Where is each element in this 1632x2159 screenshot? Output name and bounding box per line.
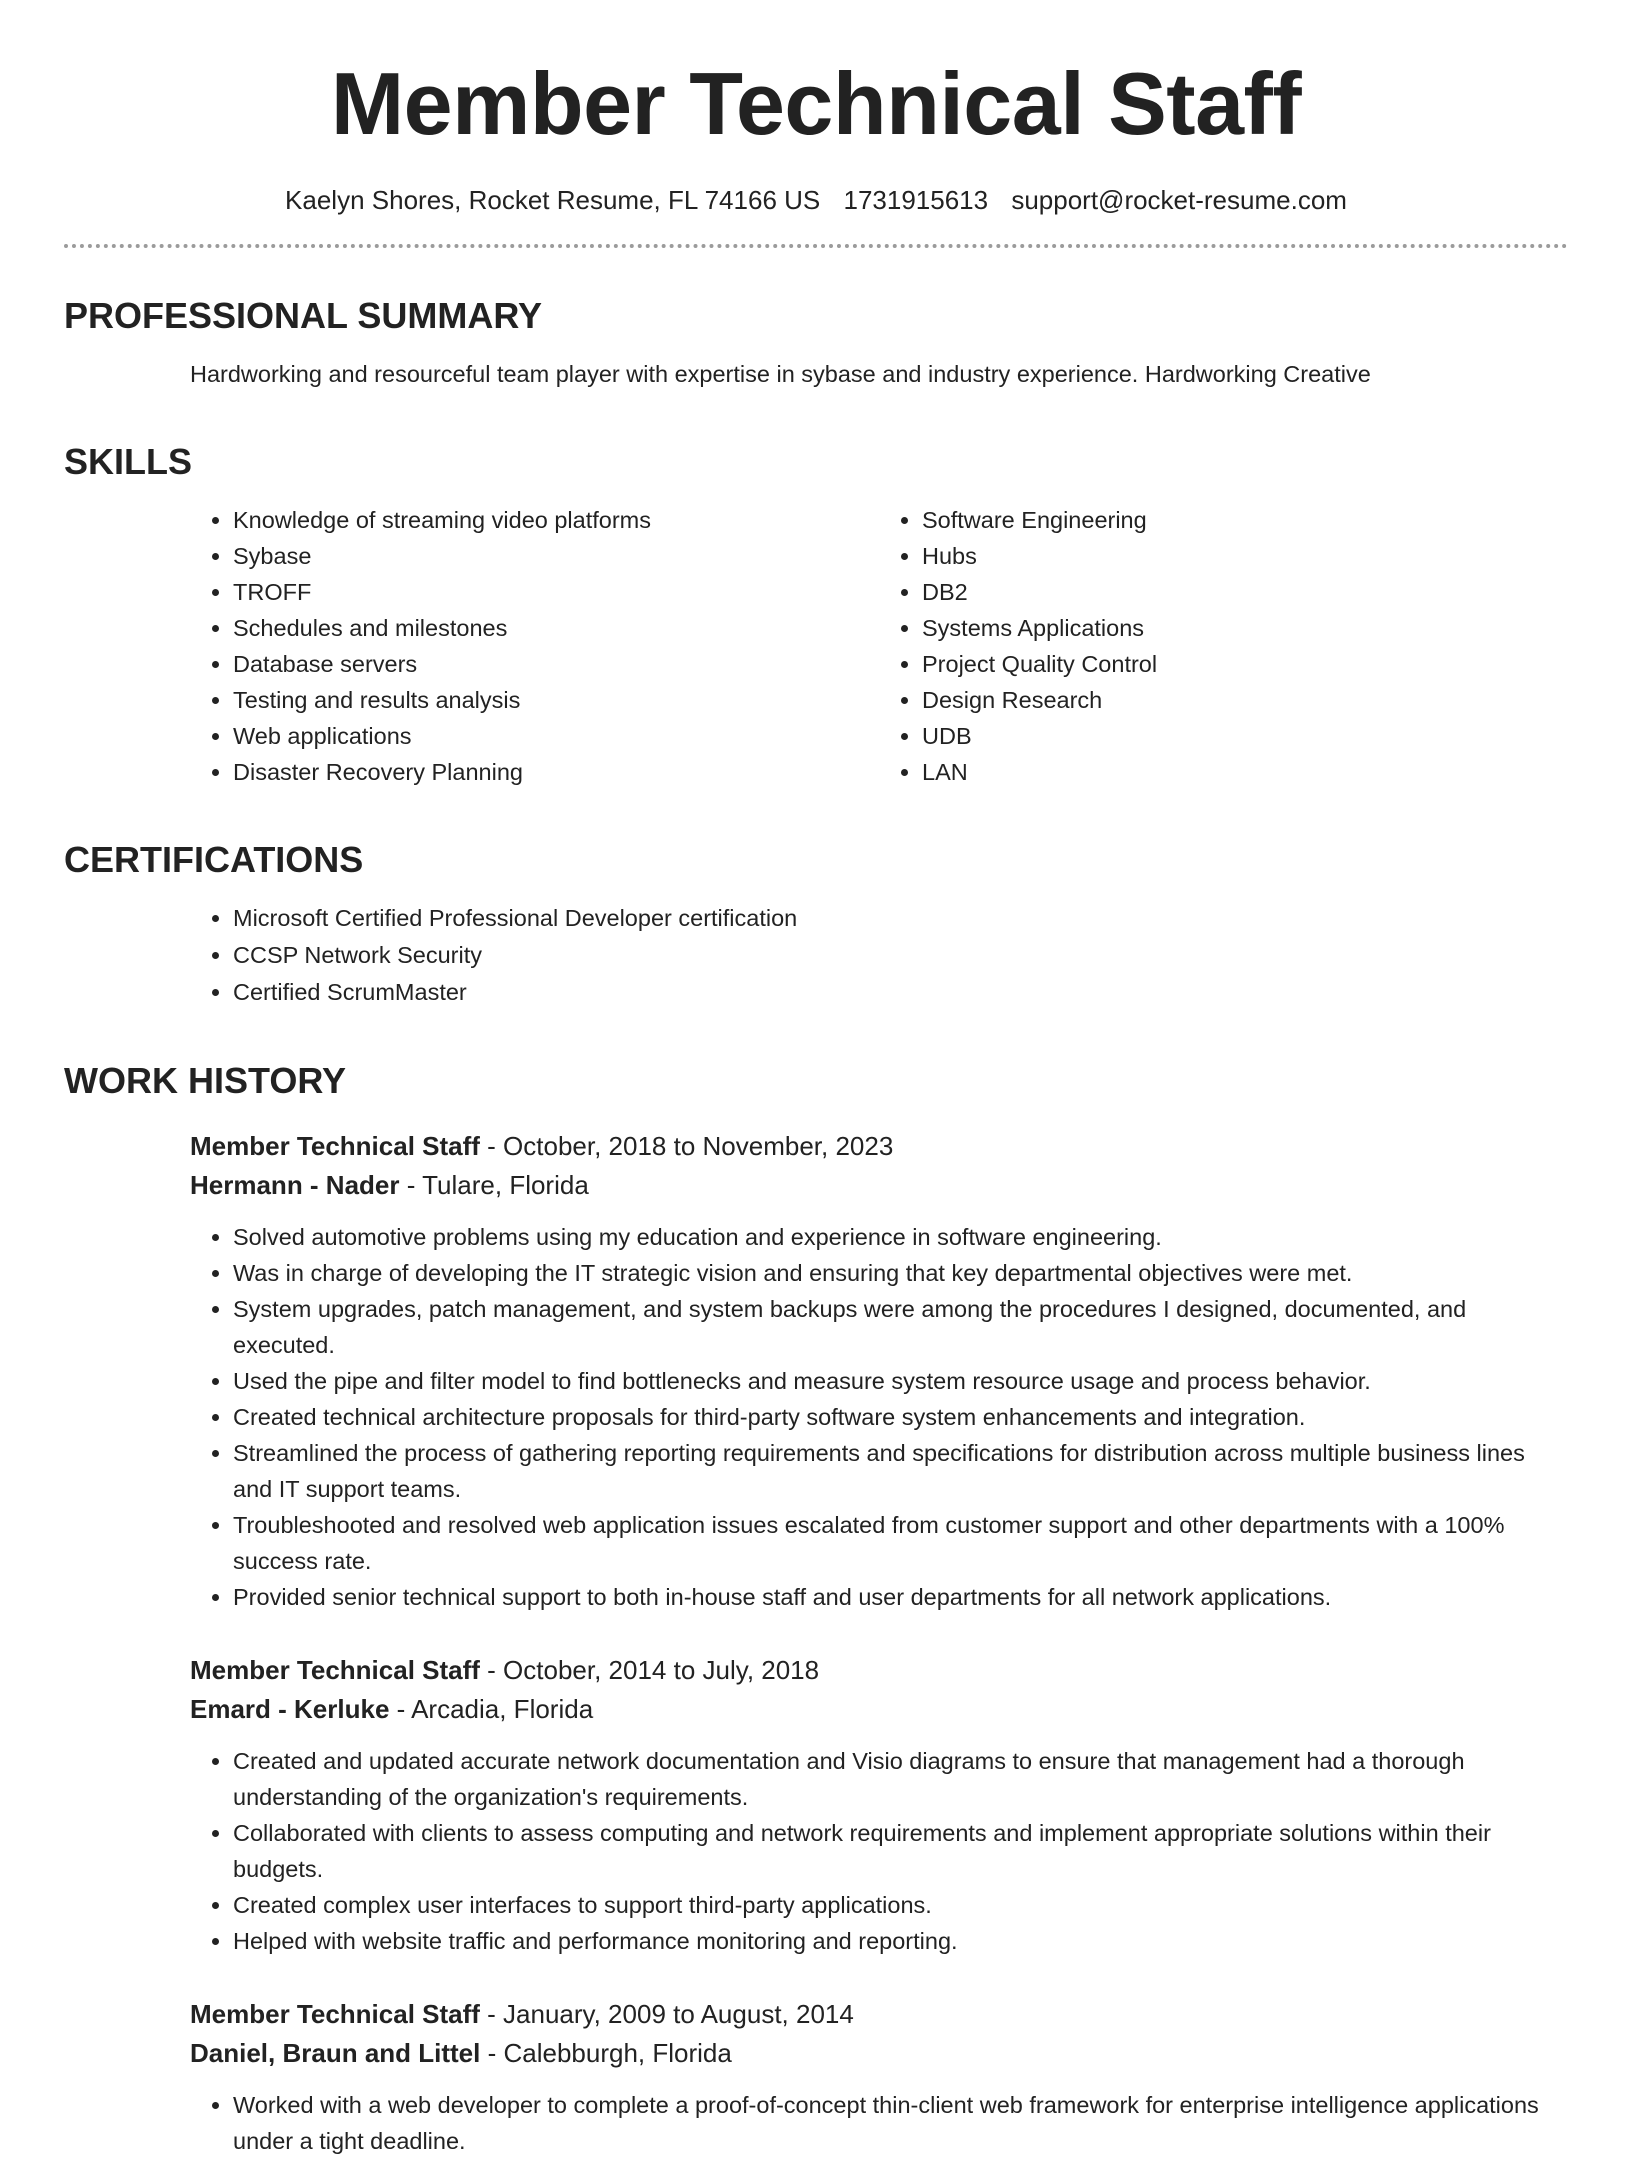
job-bullet: • Streamlined the process of gathering reporting requirements and specifications for distribution across multiple business lines and IT support teams.: [233, 1435, 1568, 1507]
job-bullet-list: [190, 1219, 1568, 1615]
skill-item: • Sybase: [233, 538, 879, 574]
work-history-section: [64, 1059, 1568, 2159]
header-divider: [64, 244, 1568, 248]
job-title-line: [190, 1651, 1568, 1690]
job-company: Hermann - Nader: [190, 1170, 400, 1200]
job-location: - Arcadia, Florida: [389, 1694, 594, 1724]
certifications-list: [190, 900, 1568, 1011]
job-bullet-list: [190, 2087, 1568, 2159]
job-title-line: [190, 1995, 1568, 2034]
summary-section: [64, 294, 1568, 392]
skill-item: • Software Engineering: [922, 502, 1568, 538]
certifications-heading: CERTIFICATIONS: [64, 839, 364, 880]
job-bullet: • Solved automotive problems using my education and experience in software engineering.: [233, 1219, 1568, 1255]
certifications-section: [64, 838, 1568, 1011]
job-bullet: • Created technical architecture proposals for third-party software system enhancements and integration.: [233, 1399, 1568, 1435]
skill-item: • Database servers: [233, 646, 879, 682]
skill-item: • LAN: [922, 754, 1568, 790]
contact-phone: 1731915613: [843, 185, 989, 215]
candidate-name: Member Technical Staff: [330, 54, 1302, 153]
job-bullet: • Used the pipe and filter model to find bottlenecks and measure system resource usage and process behavior.: [233, 1363, 1568, 1399]
job-dates: - January, 2009 to August, 2014: [479, 1999, 854, 2029]
skill-item: • Hubs: [922, 538, 1568, 574]
skills-list-right: [879, 502, 1568, 790]
contact-line: [64, 182, 1568, 218]
job-title-line: [190, 1127, 1568, 1166]
work-history-body: [64, 1127, 1568, 2159]
job-company-line: [190, 1690, 1568, 1729]
skill-item: • Project Quality Control: [922, 646, 1568, 682]
skill-item: • Schedules and milestones: [233, 610, 879, 646]
job-entry: [190, 1995, 1568, 2159]
job-location: - Calebburgh, Florida: [480, 2038, 732, 2068]
job-company-line: [190, 2034, 1568, 2073]
skill-item: • Disaster Recovery Planning: [233, 754, 879, 790]
job-bullet-list: [190, 1743, 1568, 1959]
skill-item: • Design Research: [922, 682, 1568, 718]
skills-list-left: [190, 502, 879, 790]
skill-item: • Web applications: [233, 718, 879, 754]
job-bullet: • System upgrades, patch management, and system backups were among the procedures I designed, documented, and executed.: [233, 1291, 1568, 1363]
job-bullet: • Created and updated accurate network documentation and Visio diagrams to ensure that management had a thorough understanding of the organization's requirements.: [233, 1743, 1568, 1815]
job-company: Emard - Kerluke: [190, 1694, 390, 1724]
job-bullet: • Worked with a web developer to complete a proof-of-concept thin-client web framework for enterprise intelligence applications under a tight deadline.: [233, 2087, 1568, 2159]
skills-grid: [64, 502, 1568, 790]
job-company-line: [190, 1166, 1568, 1205]
resume-header: [64, 0, 1568, 218]
skills-section: [64, 440, 1568, 790]
job-bullet: • Collaborated with clients to assess computing and network requirements and implement appropriate solutions within their budgets.: [233, 1815, 1568, 1887]
skill-item: • Testing and results analysis: [233, 682, 879, 718]
skill-item: • Knowledge of streaming video platforms: [233, 502, 879, 538]
contact-email: support@rocket-resume.com: [1011, 185, 1347, 215]
job-bullet: • Was in charge of developing the IT strategic vision and ensuring that key departmental objectives were met.: [233, 1255, 1568, 1291]
certification-item: • CCSP Network Security: [233, 937, 1568, 974]
certifications-body: [64, 900, 1568, 1011]
job-dates: - October, 2014 to July, 2018: [479, 1655, 820, 1685]
job-title: Member Technical Staff: [190, 1131, 480, 1161]
job-company: Daniel, Braun and Littel: [190, 2038, 481, 2068]
skill-item: • Systems Applications: [922, 610, 1568, 646]
work-history-heading: WORK HISTORY: [64, 1060, 347, 1101]
job-dates: - October, 2018 to November, 2023: [479, 1131, 894, 1161]
certification-item: • Microsoft Certified Professional Developer certification: [233, 900, 1568, 937]
skill-item: • TROFF: [233, 574, 879, 610]
summary-text: Hardworking and resourceful team player with expertise in sybase and industry experience. Hardworking Creative: [190, 361, 1371, 387]
skill-item: • UDB: [922, 718, 1568, 754]
job-bullet: • Helped with website traffic and performance monitoring and reporting.: [233, 1923, 1568, 1959]
certification-item: • Certified ScrumMaster: [233, 974, 1568, 1011]
job-bullet: • Created complex user interfaces to support third-party applications.: [233, 1887, 1568, 1923]
job-bullet: • Troubleshooted and resolved web application issues escalated from customer support and other departments with a 100% success rate.: [233, 1507, 1568, 1579]
summary-heading: PROFESSIONAL SUMMARY: [64, 295, 543, 336]
job-title: Member Technical Staff: [190, 1655, 480, 1685]
skill-item: • DB2: [922, 574, 1568, 610]
job-title: Member Technical Staff: [190, 1999, 480, 2029]
job-location: - Tulare, Florida: [399, 1170, 589, 1200]
skills-heading: SKILLS: [64, 441, 193, 482]
job-entry: [190, 1127, 1568, 1615]
job-entry: [190, 1651, 1568, 1959]
contact-address: Kaelyn Shores, Rocket Resume, FL 74166 US: [285, 185, 821, 215]
job-bullet: • Provided senior technical support to both in-house staff and user departments for all network applications.: [233, 1579, 1568, 1615]
